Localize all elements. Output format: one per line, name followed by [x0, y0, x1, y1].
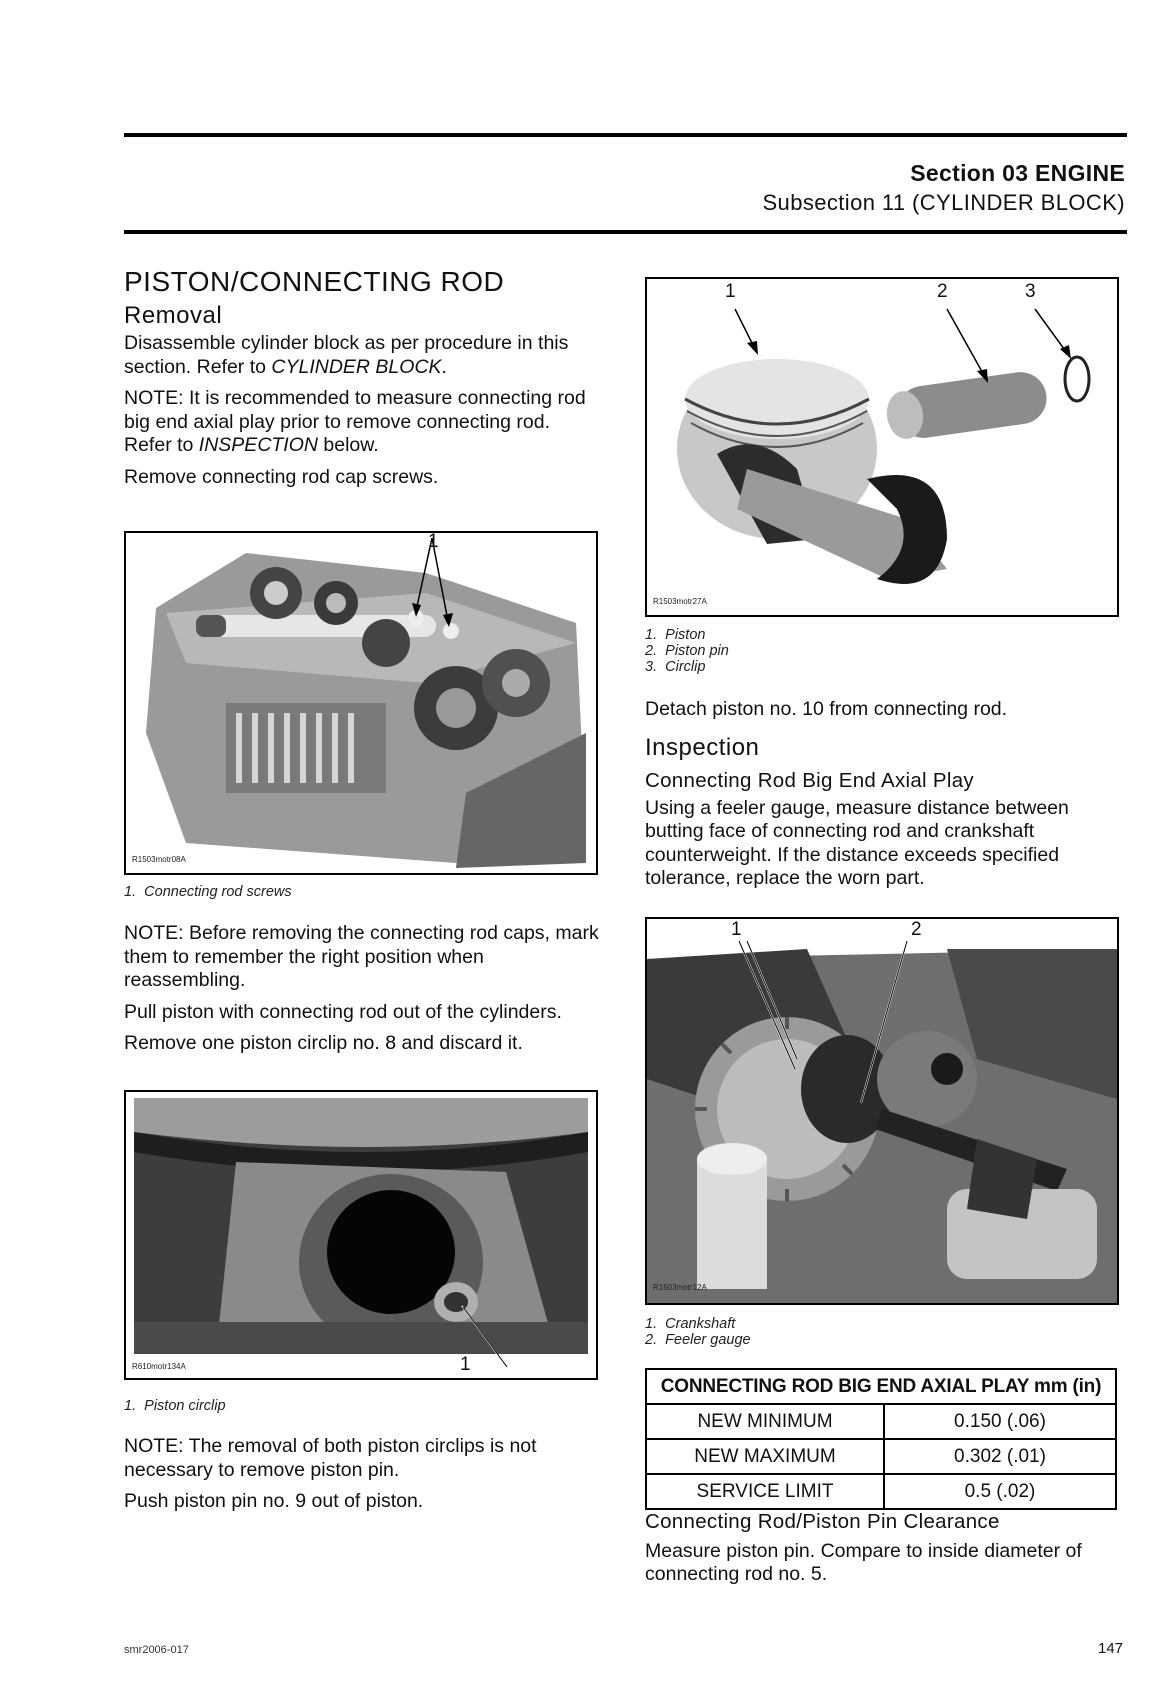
removal-heading: Removal: [124, 301, 223, 329]
fig3-callout-2: 2: [937, 281, 948, 302]
fig3-caption-row: 3. Circlip: [645, 659, 706, 675]
header-top-rule: [124, 133, 1127, 137]
note-both-circlips: NOTE: The removal of both piston circlips is not necessary to remove piston pin.: [124, 1435, 537, 1481]
fig2-id: R610motr134A: [132, 1362, 186, 1371]
left-column-bottom: [124, 1435, 600, 1522]
axial-play-table: [645, 1368, 1117, 1510]
piston-circlip-photo: [126, 1092, 596, 1378]
fig3-caption-row: 1. Piston: [645, 627, 706, 643]
crankshaft-feeler-photo: [647, 919, 1117, 1303]
push-pin-paragraph: Push piston pin no. 9 out of piston.: [124, 1490, 424, 1512]
pull-piston-paragraph: Pull piston with connecting rod out of the cylinders.: [124, 1000, 562, 1023]
table-row: [646, 1439, 1116, 1474]
table-row: [646, 1404, 1116, 1439]
remove-circlip-paragraph: Remove one piston circlip no. 8 and discard it.: [124, 1032, 523, 1054]
figure-piston-parts: [645, 277, 1119, 617]
cylinder-block-ref: CYLINDER BLOCK: [271, 355, 442, 378]
left-column-intro: [124, 266, 600, 497]
table-row: [646, 1474, 1116, 1509]
axial-play-subheading: Connecting Rod Big End Axial Play: [645, 769, 974, 792]
table-cell-value: 0.150 (.06): [884, 1404, 1116, 1439]
note-mark-caps: NOTE: Before removing the connecting rod caps, mark them to remember the right position when reassembling.: [124, 922, 599, 991]
table-cell-value: 0.5 (.02): [884, 1474, 1116, 1509]
pin-clearance-subheading: Connecting Rod/Piston Pin Clearance: [645, 1510, 1000, 1533]
page-number: 147: [1098, 1640, 1124, 1657]
table-cell-value: 0.302 (.01): [884, 1439, 1116, 1474]
detach-piston-paragraph: Detach piston no. 10 from connecting rod.: [645, 698, 1008, 720]
table-header-row: [646, 1369, 1116, 1404]
inspection-heading: Inspection: [645, 733, 760, 761]
fig4-id: R1503motr12A: [653, 1283, 707, 1292]
figure-piston-circlip: [124, 1090, 598, 1380]
measure-pin-paragraph: Measure piston pin. Compare to inside diameter of connecting rod no. 5.: [645, 1539, 1082, 1585]
fig3-id: R1503motr27A: [653, 597, 707, 606]
fig1-callout-1: 1: [428, 531, 439, 552]
figure-feeler-gauge: [645, 917, 1119, 1305]
fig4-captions: [645, 1316, 751, 1348]
fig1-id: R1503motr08A: [132, 855, 186, 864]
note-measure: NOTE: It is recommended to measure connecting rod big end axial play prior to remove connecting rod. Refer to INSPECTION below.: [124, 387, 586, 456]
left-column-middle: [124, 922, 600, 1064]
fig4-callout-1: 1: [731, 919, 742, 940]
right-column-inspection: [645, 698, 1123, 899]
fig4-caption-row: 2. Feeler gauge: [645, 1332, 751, 1348]
header-bottom-rule: [124, 230, 1127, 234]
page-heading: PISTON/CONNECTING ROD: [124, 266, 505, 297]
fig4-callout-2: 2: [911, 919, 922, 940]
figure-connecting-rod-screws: [124, 531, 598, 875]
footer-doc-id: smr2006-017: [124, 1644, 189, 1656]
engine-block-illustration: [126, 533, 596, 873]
fig1-caption: 1. Connecting rod screws: [124, 884, 292, 900]
removal-paragraph: Disassemble cylinder block as per procedure in this section. Refer to CYLINDER BLOCK.: [124, 332, 569, 378]
inspection-ref: INSPECTION: [198, 434, 318, 456]
fig3-callout-1: 1: [725, 281, 736, 302]
fig3-caption-row: 2. Piston pin: [645, 643, 729, 659]
right-column-clearance: [645, 1510, 1123, 1595]
table-cell-label: NEW MAXIMUM: [646, 1439, 884, 1474]
remove-screws-paragraph: Remove connecting rod cap screws.: [124, 465, 439, 488]
fig2-caption: 1. Piston circlip: [124, 1398, 226, 1414]
section-title: Section 03 ENGINE: [910, 160, 1125, 186]
table-cell-label: NEW MINIMUM: [646, 1404, 884, 1439]
fig2-callout-1: 1: [460, 1354, 471, 1375]
fig3-callout-3: 3: [1025, 281, 1036, 302]
fig3-captions: [645, 627, 729, 675]
table-cell-label: SERVICE LIMIT: [646, 1474, 884, 1509]
piston-assembly-illustration: [647, 279, 1117, 615]
fig4-caption-row: 1. Crankshaft: [645, 1316, 736, 1332]
feeler-gauge-paragraph: Using a feeler gauge, measure distance between butting face of connecting rod and crankshaft counterweight. If the distance exceeds specified tolerance, replace the worn part.: [645, 796, 1069, 889]
table-title: CONNECTING ROD BIG END AXIAL PLAY mm (in): [646, 1369, 1116, 1404]
subsection-title: Subsection 11 (CYLINDER BLOCK): [762, 190, 1125, 215]
